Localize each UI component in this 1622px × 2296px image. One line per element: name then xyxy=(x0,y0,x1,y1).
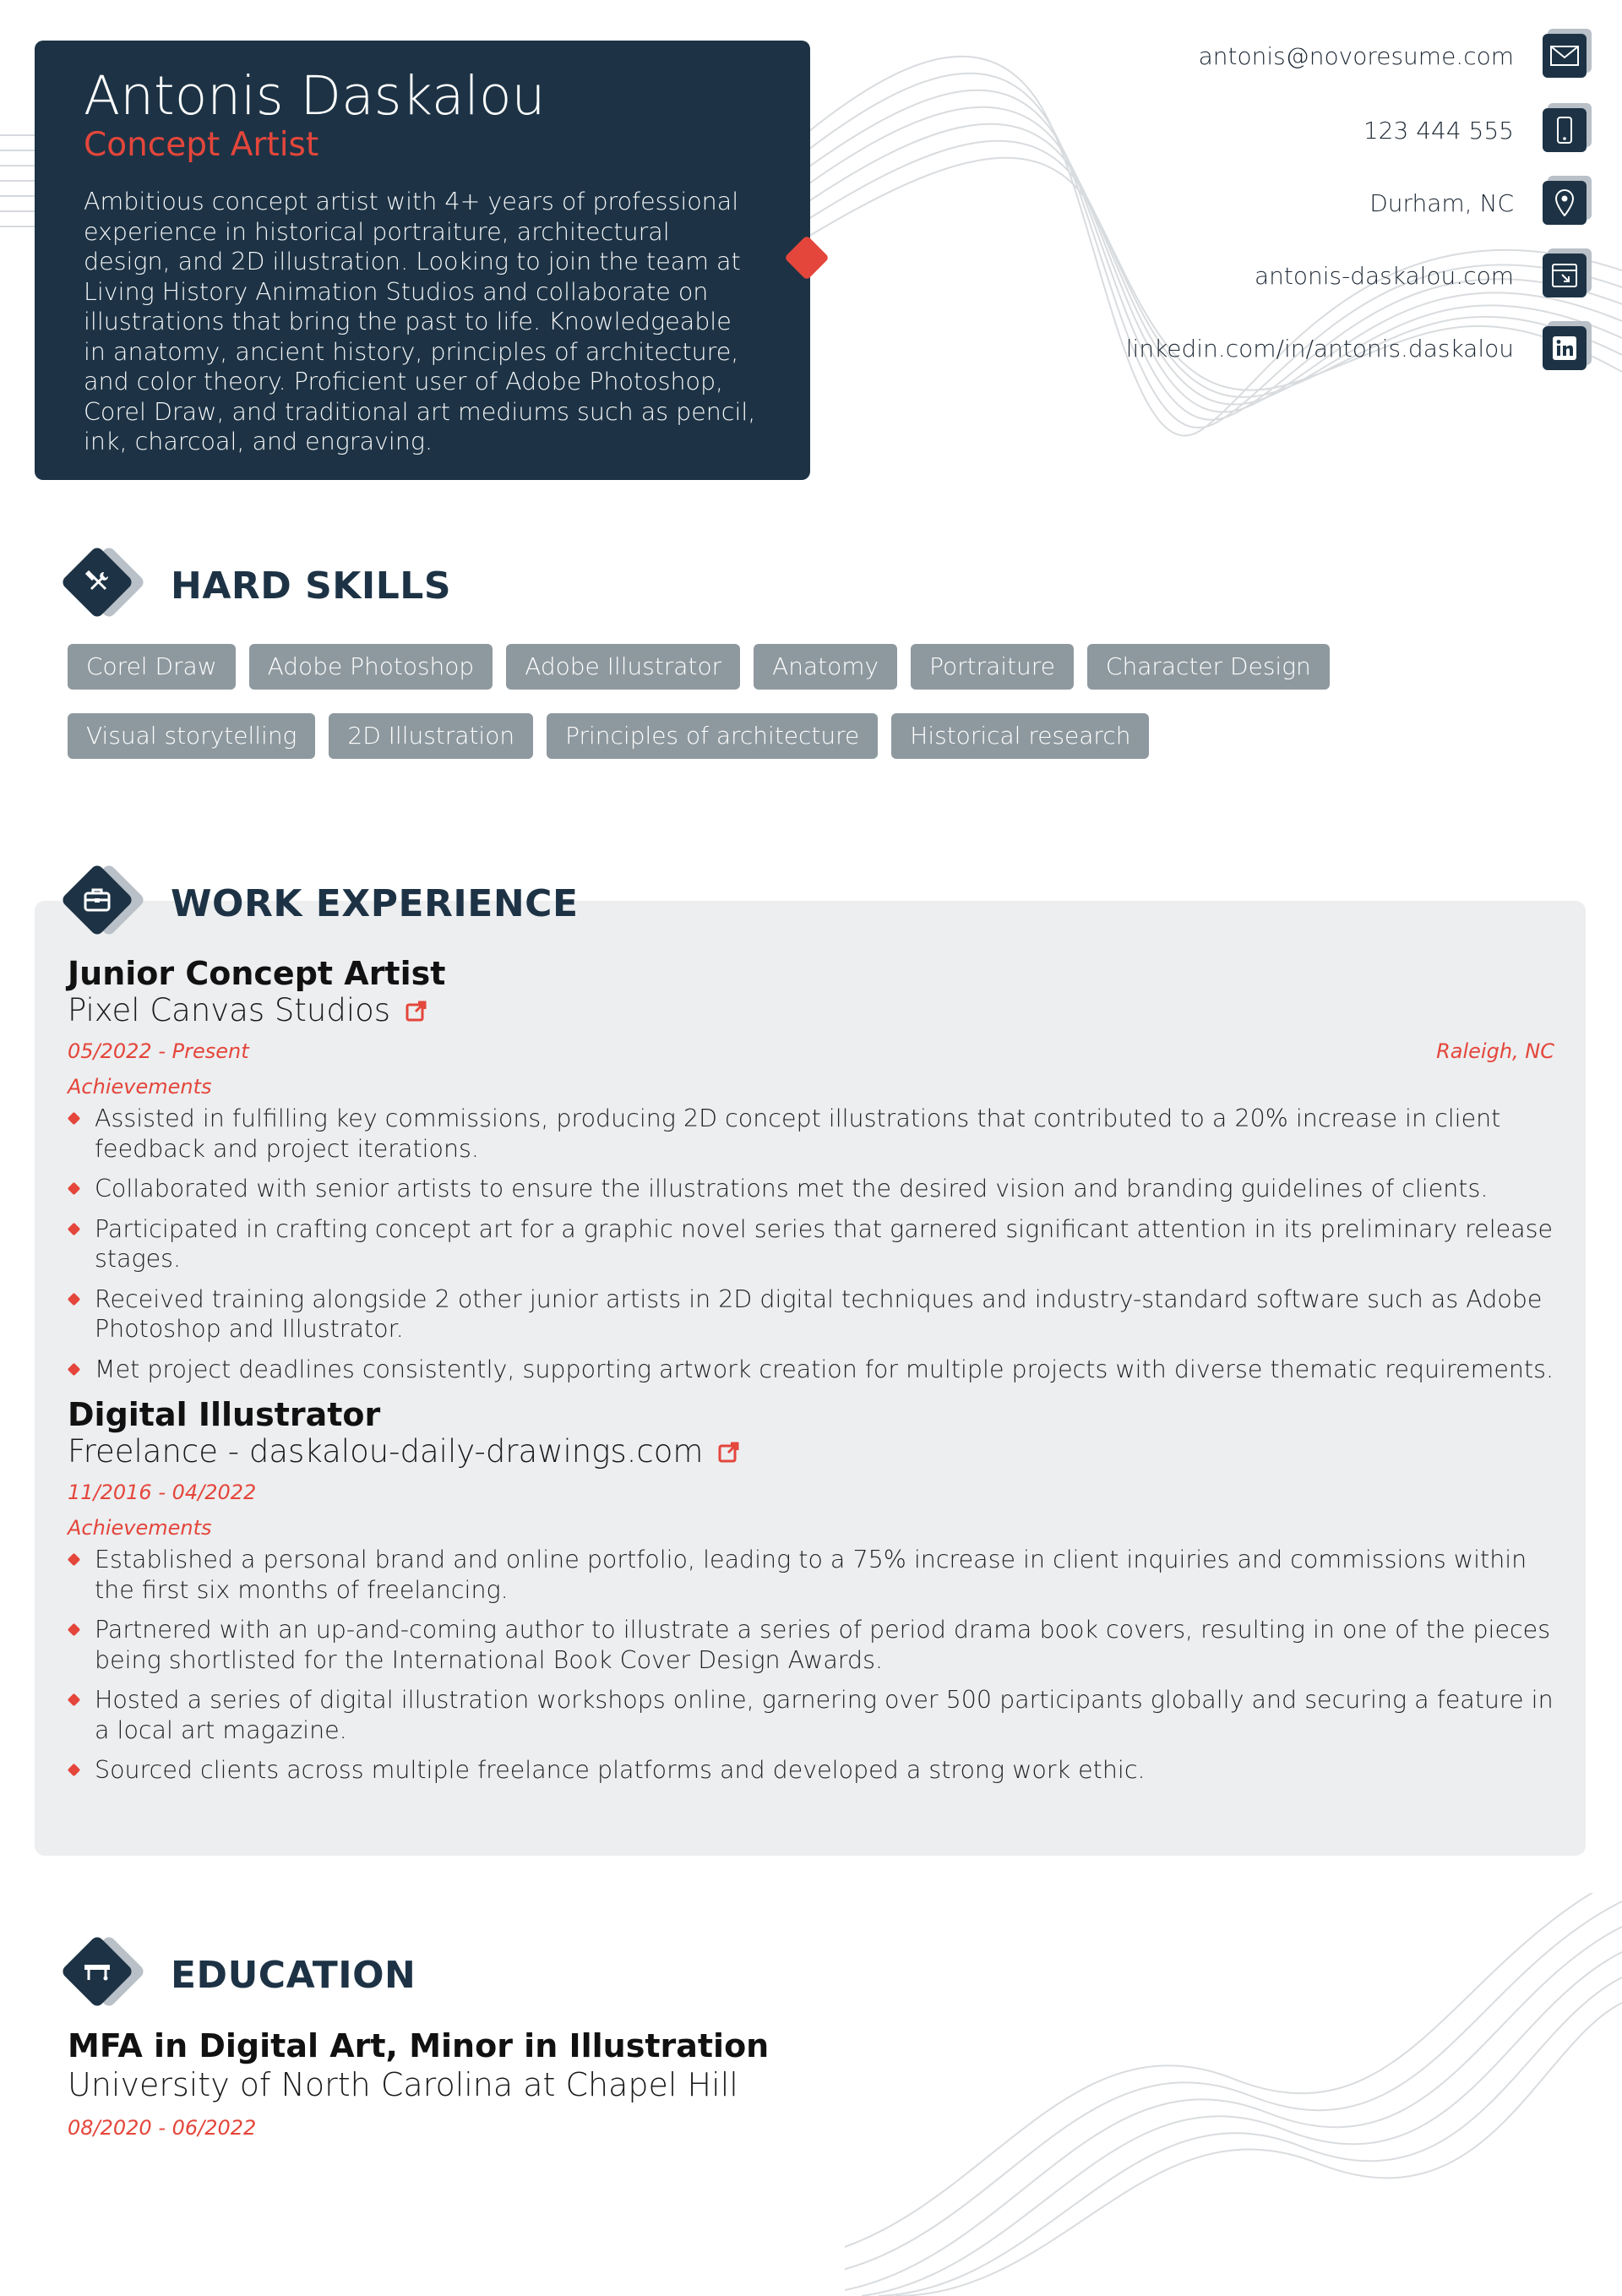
achievement-item: Assisted in fulfilling key commissions, producing 2D concept illustrations that contributed to a 20% increase in client feedback and project iterations. xyxy=(68,1104,1554,1164)
location-text: Durham, NC xyxy=(1369,188,1514,217)
education-section-title: EDUCATION xyxy=(171,1953,416,1997)
skills-row xyxy=(68,644,1554,690)
skill-tag: Historical research xyxy=(891,713,1149,759)
job-title: Digital Illustrator xyxy=(68,1396,381,1433)
company-name xyxy=(68,1433,1554,1470)
linkedin-text[interactable]: linkedin.com/in/antonis.daskalou xyxy=(1125,334,1514,363)
skills-section-header xyxy=(66,548,451,624)
skills-tag-list xyxy=(68,644,1554,783)
job-meta xyxy=(68,1039,1554,1063)
achievement-item: Hosted a series of digital illustration workshops online, garnering over 500 participants globally and securing a feature in a local art magazine. xyxy=(68,1685,1554,1745)
achievement-item: Partnered with an up-and-coming author to illustrate a series of period drama book covers, resulting in one of the pieces being shortlisted for the International Book Cover Design Awards. xyxy=(68,1615,1554,1675)
degree-title: MFA in Digital Art, Minor in Illustration xyxy=(68,2027,770,2064)
phone-icon xyxy=(1543,108,1587,152)
external-link-icon[interactable] xyxy=(406,1000,427,1022)
job-location: Raleigh, NC xyxy=(1436,1039,1554,1063)
company-label: Pixel Canvas Studios xyxy=(68,992,391,1028)
contact-phone[interactable] xyxy=(1363,105,1587,155)
achievement-item: Received training alongside 2 other junior artists in 2D digital techniques and industry-standard software such as Adobe Photoshop and Illustrator. xyxy=(68,1284,1554,1344)
company-name xyxy=(68,992,1554,1029)
achievement-item: Collaborated with senior artists to ensure the illustrations met the desired vision and branding guidelines of clients. xyxy=(68,1174,1554,1204)
profile-summary: Ambitious concept artist with 4+ years of professional experience in historical portraiture, architectural design, and 2D illustration. Looking to join the team at Living History Animation Studios and collaborate on illustrations that bring the past to life. Knowledgeable in anatomy, ancient history, principles of architecture, and color theory. Proficient user of Adobe Photoshop, Corel Draw, and traditional art mediums such as pencil, ink, charcoal, and engraving. xyxy=(84,188,756,456)
skill-tag: 2D Illustration xyxy=(329,713,533,759)
external-link-icon[interactable] xyxy=(718,1441,740,1463)
education-dates: 08/2020 - 06/2022 xyxy=(68,2116,257,2140)
skill-tag: Portraiture xyxy=(911,644,1074,690)
school-name: University of North Carolina at Chapel Hill xyxy=(68,2066,738,2103)
graduation-cap-icon xyxy=(66,1937,150,2013)
phone-text[interactable]: 123 444 555 xyxy=(1363,116,1514,145)
skill-tag: Anatomy xyxy=(754,644,897,690)
job-dates: 11/2016 - 04/2022 xyxy=(68,1481,257,1504)
website-text[interactable]: antonis-daskalou.com xyxy=(1255,261,1514,290)
location-pin-icon xyxy=(1543,181,1587,225)
email-text[interactable]: antonis@novoresume.com xyxy=(1198,41,1514,70)
contact-website[interactable] xyxy=(1255,250,1587,301)
company-label: Freelance - daskalou-daily-drawings.com xyxy=(68,1433,704,1470)
job-role: Concept Artist xyxy=(84,126,319,165)
tools-icon xyxy=(66,548,150,624)
candidate-name: Antonis Daskalou xyxy=(84,65,546,127)
achievement-item: Met project deadlines consistently, supporting artwork creation for multiple projects with diverse thematic requirements. xyxy=(68,1355,1554,1385)
job-entry xyxy=(68,1396,1554,1796)
contact-linkedin[interactable] xyxy=(1126,323,1587,374)
envelope-icon xyxy=(1543,34,1587,78)
skill-tag: Character Design xyxy=(1087,644,1330,690)
job-meta xyxy=(68,1481,1554,1504)
website-icon xyxy=(1543,254,1587,297)
skills-row xyxy=(68,713,1554,759)
skill-tag: Adobe Photoshop xyxy=(249,644,493,690)
achievements-label: Achievements xyxy=(68,1516,212,1540)
job-entry xyxy=(68,955,1554,1394)
skill-tag: Principles of architecture xyxy=(547,713,878,759)
contact-email[interactable] xyxy=(1199,30,1587,81)
achievement-item: Sourced clients across multiple freelance platforms and developed a strong work ethic. xyxy=(68,1755,1554,1786)
job-title: Junior Concept Artist xyxy=(68,955,446,992)
skill-tag: Corel Draw xyxy=(68,644,236,690)
education-section-header xyxy=(66,1937,416,2013)
achievements-label: Achievements xyxy=(68,1075,212,1099)
achievement-item: Participated in crafting concept art for a graphic novel series that garnered significant attention in its preliminary release stages. xyxy=(68,1214,1554,1274)
achievement-list xyxy=(68,1545,1554,1786)
header-card xyxy=(35,41,810,480)
education-entry xyxy=(68,2026,769,2140)
work-section-title: WORK EXPERIENCE xyxy=(171,881,579,925)
skill-tag: Visual storytelling xyxy=(68,713,315,759)
skill-tag: Adobe Illustrator xyxy=(506,644,740,690)
job-dates: 05/2022 - Present xyxy=(68,1039,249,1063)
achievement-list xyxy=(68,1104,1554,1384)
achievement-item: Established a personal brand and online portfolio, leading to a 75% increase in client inquiries and commissions within the first six months of freelancing. xyxy=(68,1545,1554,1605)
background-waves-bottom xyxy=(845,1893,1622,2296)
contact-location xyxy=(1369,177,1587,228)
work-section-header xyxy=(66,865,579,941)
skills-section-title: HARD SKILLS xyxy=(171,564,452,608)
linkedin-icon xyxy=(1543,326,1587,370)
briefcase-icon xyxy=(66,865,150,941)
